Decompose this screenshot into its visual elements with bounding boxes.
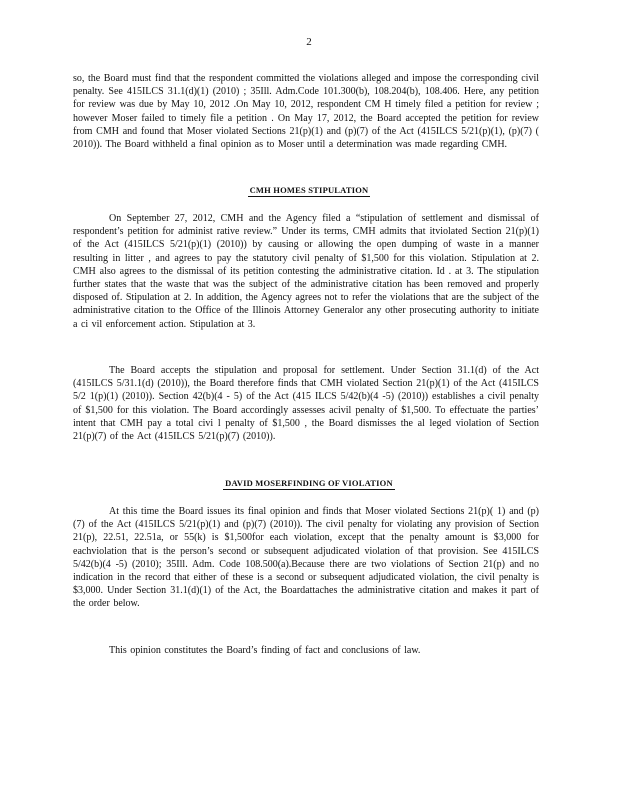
section-heading-text: CMH HOMES STIPULATION — [249, 185, 369, 195]
section-heading-moser-finding — [0, 478, 618, 488]
section-heading-cmh-stipulation — [0, 185, 618, 195]
paragraph-stipulation-terms: On September 27, 2012, CMH and the Agency filed a “stipulation of settlement and dismissal of respondent’s petition for administ rative review.” Under its terms, CMH admits that itviolated Section 21(p)(1) of the Act (415ILCS 5/21(p)(1) (2010)) by causing or allowing the open dumping of waste in a manner resulting in litter , and agrees to pay the statutory civil penalty of $1,500 for this violation. Stipulation at 2. CMH also agrees to the dismissal of its petition contesting the administrative citation. Id . at 3. The stipulation further states that the waste that was the subject of the administrative citation has been removed and properly disposed of. Stipulation at 2. In addition, the Agency agrees not to refer the violations that are the subject of the administrative citation to the Office of the Illinois Attorney Generalor any other prosecuting authority to initiate a ci vil enforcement action. Stipulation at 3. — [73, 213, 539, 330]
page-number: 2 — [306, 36, 312, 48]
section-heading-text: DAVID MOSERFINDING OF VIOLATION — [225, 478, 393, 488]
paragraph-final-opinion: At this time the Board issues its final opinion and finds that Moser violated Sections 21(p)( 1) and (p)(7) of the Act (415ILCS 5/21(p)(1) and (p)(7) (2010)). The civil penalty for violating any provision of Section 21(p), 22.51, 22.51a, or 55(k) is $1,500for each violation, except that the penalty amount is $3,000 for eachviolation that is the person’s second or subsequent adjudicated violation of that provision. See 415ILCS 5/42(b)(4 -5) (2010); 35Ill. Adm. Code 108.500(a).Because there are two violations of Section 21(p) and no indication in the record that either of these is a second or subsequent adjudicated violation, the civil penalty is $3,000. Under Section 31.1(d)(1) of the Act, the Boardattaches the administrative citation and makes it part of the order below. — [73, 506, 539, 610]
paragraph-conclusion: This opinion constitutes the Board’s finding of fact and conclusions of law. — [109, 645, 421, 656]
paragraph-procedural-history: so, the Board must find that the respondent committed the violations alleged and impose the corresponding civil penalty. See 415ILCS 31.1(d)(1) (2010) ; 35Ill. Adm.Code 101.300(b), 108.204(b), 108.406. Here, any petition for review was due by May 10, 2012 .On May 10, 2012, respondent CM H timely filed a petition for review ; however Moser failed to timely file a petition . On May 17, 2012, the Board accepted the petition for review from CMH and found that Moser violated Sections 21(p)(1) and (p)(7) of the Act (415ILCS 5/21(p)(1), (p)(7) ( 2010)). The Board withheld a final opinion as to Moser until a determination was made regarding CMH. — [73, 73, 539, 151]
paragraph-board-accepts: The Board accepts the stipulation and proposal for settlement. Under Section 31.1(d) of the Act (415ILCS 5/31.1(d) (2010)), the Board therefore finds that CMH violated Section 21(p)(1) of the Act (415ILCS 5/2 1(p)(1) (2010)). Section 42(b)(4 - 5) of the Act (415 ILCS 5/42(b)(4 -5) (2010)) establishes a civil penalty of $1,500 for this violation. The Board accordingly assesses acivil penalty of $1,500. To effectuate the parties’ intent that CMH pay a total civi l penalty of $1,500 , the Board dismisses the al leged violation of Section 21(p)(7) of the Act (415ILCS 5/21(p)(7) (2010)). — [73, 365, 539, 443]
